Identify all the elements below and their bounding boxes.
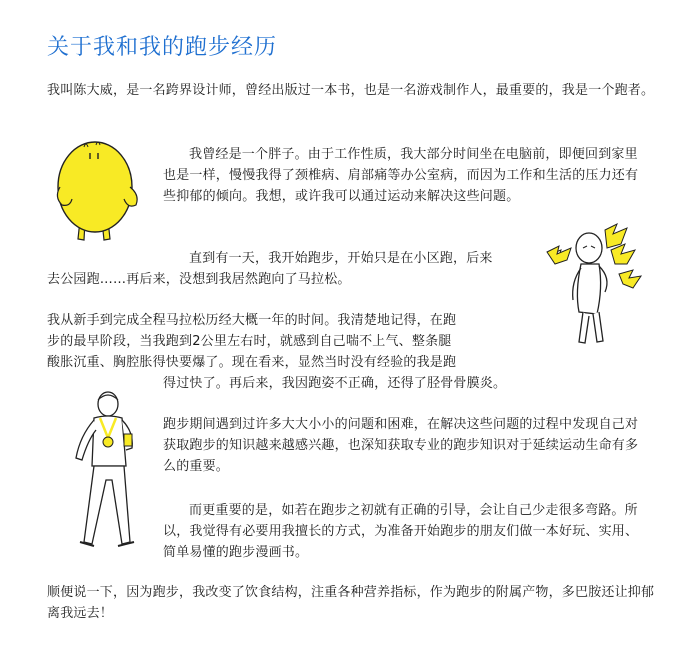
start-paragraph-line-2: 去公园跑……再后来，没想到我居然跑向了马拉松。 <box>47 272 351 287</box>
runner-character-illustration <box>62 388 157 553</box>
fat-character-illustration <box>52 135 152 245</box>
pain-character-illustration <box>545 222 655 347</box>
problems-paragraph: 跑步期间遇到过许多大大小小的问题和困难，在解决这些问题的过程中发现自己对获取跑步的知识越来越感兴趣，也深知获取专业的跑步知识对于延续运动生命有多么的重要。 <box>163 417 639 474</box>
marathon-paragraph-line-4: 得过快了。再后来，我因跑姿不正确，还得了胫骨骨膜炎。 <box>163 376 507 391</box>
start-paragraph-line-1: 直到有一天，我开始跑步，开始只是在小区跑，后来 <box>189 251 493 266</box>
marathon-paragraph-line-3: 酸胀沉重、胸腔胀得快要爆了。现在看来，显然当时没有经验的我是跑 <box>47 355 457 370</box>
marathon-paragraph-line-1: 我从新手到完成全程马拉松历经大概一年的时间。我清楚地记得，在跑 <box>47 313 457 328</box>
diet-paragraph: 顺便说一下，因为跑步，我改变了饮食结构，注重各种营养指标，作为跑步的附属产物，多巴胺还让抑郁离我远去！ <box>47 585 655 621</box>
guide-paragraph: 而更重要的是，如若在跑步之初就有正确的引导，会让自己少走很多弯路。所以，我觉得有必要用我擅长的方式，为准备开始跑步的朋友们做一本好玩、实用、简单易懂的跑步漫画书。 <box>163 503 639 560</box>
intro-paragraph: 我叫陈大威，是一名跨界设计师，曾经出版过一本书，也是一名游戏制作人，最重要的，我是一个跑者。 <box>47 83 655 98</box>
fat-paragraph: 我曾经是一个胖子。由于工作性质，我大部分时间坐在电脑前，即便回到家里也是一样，慢慢我得了颈椎病、肩部痛等办公室病，而因为工作和生活的压力还有些抑郁的倾向。我想，或许我可以通过运动来解决这些问题。 <box>163 147 639 204</box>
page-title: 关于我和我的跑步经历 <box>47 35 278 60</box>
marathon-paragraph-line-2: 步的最早阶段，当我跑到2公里左右时，就感到自己喘不上气、整条腿 <box>47 334 452 349</box>
